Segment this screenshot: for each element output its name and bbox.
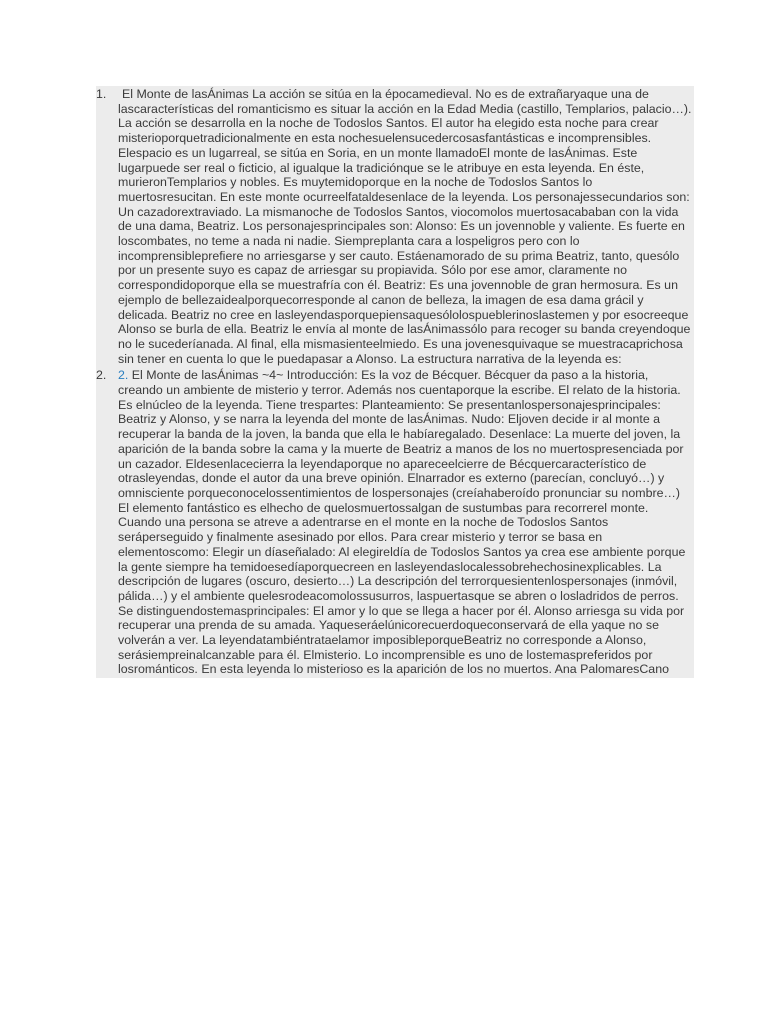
list-item: [96, 367, 694, 678]
list-item-text: El Monte de lasÁnimas La acción se sitúa en la épocamedieval. No es de extrañaryaque una de lascaracterísticas del romanticismo es situar la acción en la Edad Media (castillo, Templarios, palacio…). La acción se desarrolla en la noche de Todoslos Santos. El autor ha elegido esta noche para crear misterioporquetradicionalmente en esta nochesuelensucedercosasfantásticas e incomprensibles. Elespacio es un lugarreal, se sitúa en Soria, en un monte llamadoEl monte de lasÁnimas. Este lugarpuede ser real o ficticio, al igualque la tradiciónque se le atribuye en esta leyenda. En éste, murieronTemplarios y nobles. Es muytemidoporque en la noche de Todoslos Santos lo muertosresucitan. En este monte ocurreelfataldesenlace de la leyenda. Los personajessecundarios son: Un cazadorextraviado. La mismanoche de Todoslos Santos, viocomolos muertosacababan con la vida de una dama, Beatriz. Los personajesprincipales son: Alonso: Es un jovennoble y valiente. Es fuerte en loscombates, no teme a nada ni nadie. Siempreplanta cara a lospeligros pero con lo incomprensibleprefiere no arriesgarse y ser cauto. Estáenamorado de su prima Beatriz, tanto, quesólo por un presente suyo es capaz de arriesgar su propiavida. Sólo por ese amor, claramente no correspondidoporque ella se muestrafría con él. Beatriz: Es una jovennoble de gran hermosura. Es un ejemplo de bellezaidealporquecorresponde al canon de belleza, la imagen de esa dama grácil y delicada. Beatriz no cree en lasleyendasporquepiensaquesólolospueblerinoslastemen y por esocreeque Alonso se burla de ella. Beatriz le envía al monte de lasÁnimassólo para recoger su banda creyendoque no le sucederíanada. Al final, ella mismasienteelmiedo. Es una jovenesquivaque se muestracaprichosa sin tener en cuenta lo que le puedapasar a Alonso. La estructura narrativa de la leyenda es:: [118, 87, 692, 366]
list-number: 2.: [96, 368, 107, 383]
list-number: 1.: [96, 87, 107, 101]
document-body: [96, 86, 694, 678]
list-item-text: El Monte de lasÁnimas ~4~ Introducción: Es la voz de Bécquer. Bécquer da paso a la historia, creando un ambiente de misterio y terror. Además nos cuentaporque la escribe. El relato de la historia. Es elnúcleo de la leyenda. Tiene trespartes: Planteamiento: Se presentanlospersonajesprincipales: Beatriz y Alonso, y se narra la leyenda del monte de lasÁnimas. Nudo: Eljoven decide ir al monte a recuperar la banda de la joven, la banda que ella le habíaregalado. Desenlace: La muerte del joven, la aparición de la banda sobre la cama y la muerte de Beatriz a manos de los no muertospresenciada por un cazador. Eldesenlacecierra la leyendaporque no apareceelcierre de Bécquercaracterístico de otrasleyendas, donde el autor da una breve opinión. Elnarrador es externo (parecían, concluyó…) y omnisciente porqueconocelossentimientos de lospersonajes (creíahaberoído pronunciar su nombre…) El elemento fantástico es elhecho de quelosmuertossalgan de sustumbas para recorrerel monte. Cuando una persona se atreve a adentrarse en el monte en la noche de Todoslos Santos seráperseguido y finalmente asesinado por ellos. Para crear misterio y terror se basa en elementoscomo: Elegir un díaseñalado: Al elegireldía de Todoslos Santos ya crea ese ambiente porque la gente siempre ha temidoesedíaporquecreen en lasleyendaslocalessobrehechosinexplicables. La descripción de lugares (oscuro, desierto…) La descripción del terrorquesientenlospersonajes (inmóvil, pálida…) y el ambiente quelesrodeacomolossusurros, laspuertasque se abren o losladridos de perros. Se distinguendostemasprincipales: El amor y lo que se llega a hacer por él. Alonso arriesga su vida por recuperar una prenda de su amada. Yaqueseráelúnicorecuerdoqueconservará de ella yaque no se volverán a ver. La leyendatambiéntrataelamor imposibleporqueBeatriz no corresponde a Alonso, serásiempreinalcanzable para él. Elmisterio. Lo incomprensible es uno de lostemaspreferidos por losrománticos. En esta leyenda lo misterioso es la aparición de los no muertos. Ana PalomaresCano: [118, 368, 686, 677]
list-item-content: [118, 368, 685, 676]
list-item: [96, 86, 694, 367]
page-reference-link[interactable]: 2.: [118, 368, 129, 383]
